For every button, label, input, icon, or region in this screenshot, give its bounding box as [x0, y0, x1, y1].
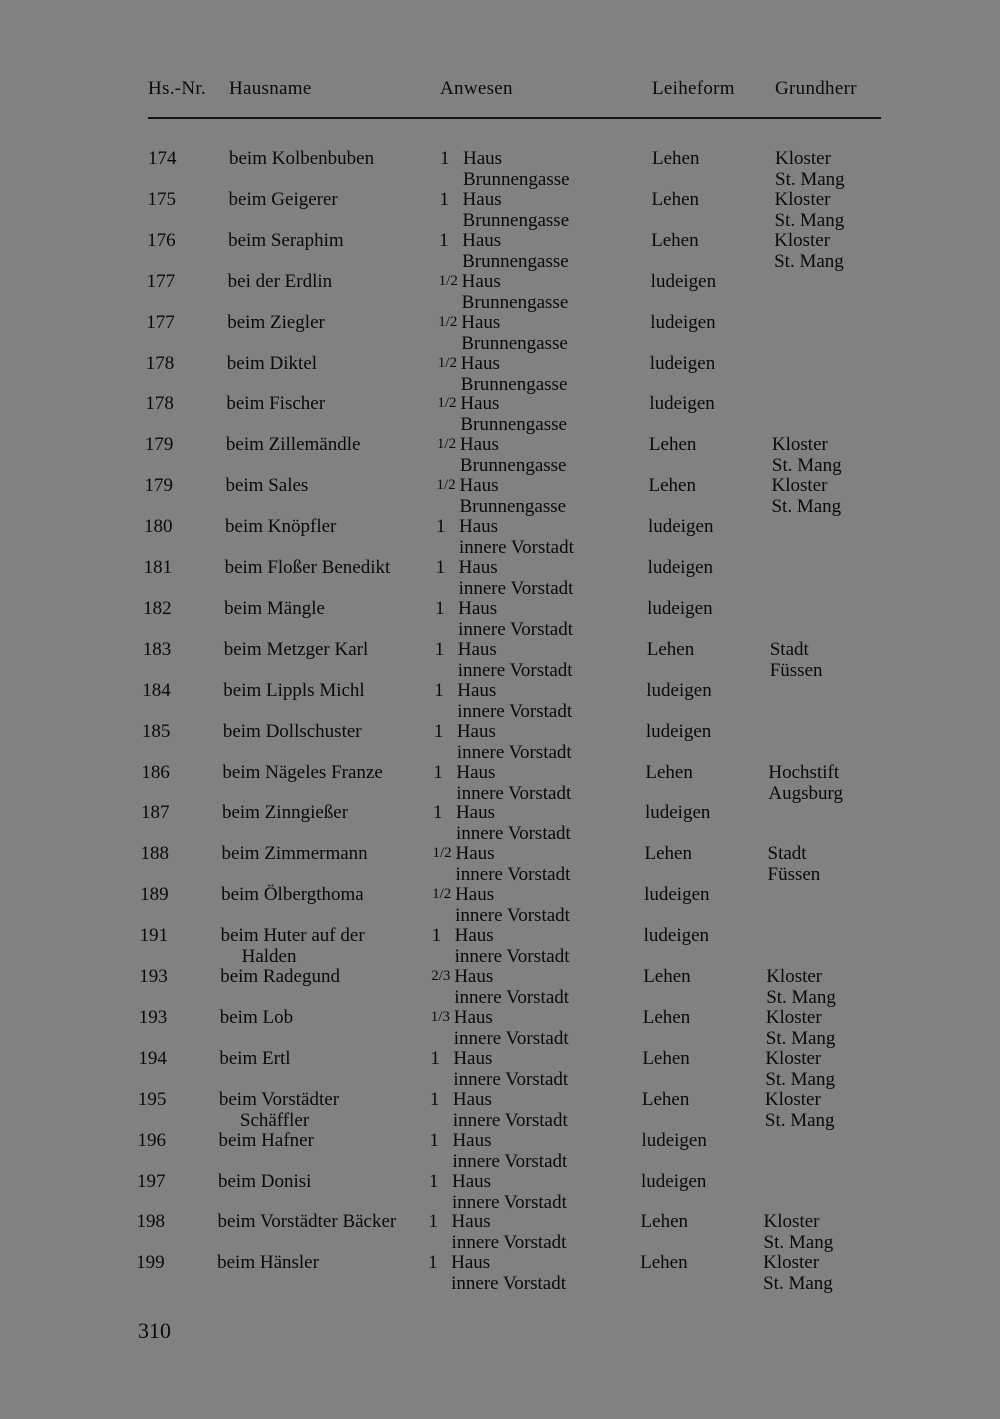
share-cell: 1 [428, 1252, 438, 1274]
house-name-cell: beim Radegund [220, 966, 340, 987]
house-number-cell: 197 [137, 1170, 166, 1192]
table-row [0, 639, 1000, 680]
street-cell: Brunnengasse [461, 332, 568, 354]
share-cell: 1/3 [430, 1008, 450, 1025]
table-row [0, 1007, 1000, 1048]
street-cell: innere Vorstadt [451, 1273, 566, 1295]
house-number-cell: 199 [136, 1252, 165, 1274]
house-name-cell: beim Lob [219, 1006, 294, 1028]
street-cell: innere Vorstadt [452, 1191, 567, 1213]
property-type-cell: Haus [461, 311, 501, 333]
property-type-cell: Haus [451, 1211, 491, 1233]
page-number: 310 [138, 1318, 171, 1343]
house-name-cell: beim Geigerer [228, 188, 338, 210]
tenure-cell: ludeigen [643, 925, 710, 947]
landlord-cell: Kloster [774, 188, 831, 210]
house-name-cell: beim Mängle [224, 597, 325, 619]
tenure-cell: ludeigen [648, 516, 714, 538]
street-cell: innere Vorstadt [456, 741, 572, 763]
landlord-continuation-cell: St. Mang [771, 455, 842, 477]
landlord-continuation-cell: St. Mang [765, 1027, 836, 1049]
share-cell: 1/2 [437, 354, 457, 371]
property-type-cell: Haus [455, 843, 495, 865]
tenure-cell: ludeigen [645, 720, 712, 742]
street-cell: innere Vorstadt [456, 782, 572, 804]
share-cell: 1/2 [432, 845, 452, 862]
tenure-cell: ludeigen [641, 1129, 707, 1151]
share-cell: 1/2 [436, 436, 457, 453]
tenure-cell: Lehen [648, 434, 697, 456]
property-type-cell: Haus [459, 516, 499, 538]
table-row [0, 1171, 1000, 1212]
house-name-cell: beim Seraphim [228, 229, 344, 251]
house-name-cell: beim Zillemändle [225, 434, 361, 456]
property-type-cell: Haus [462, 229, 502, 251]
table-row [0, 1130, 1000, 1171]
tenure-cell: Lehen [640, 1252, 688, 1274]
tenure-cell: ludeigen [649, 393, 715, 415]
tenure-cell: ludeigen [646, 679, 712, 701]
landlord-cell: Kloster [775, 148, 831, 169]
house-number-cell: 180 [144, 516, 173, 538]
share-cell: 2/3 [431, 968, 451, 984]
table-row [0, 312, 1000, 353]
property-type-cell: Haus [452, 1088, 492, 1110]
table-row [0, 762, 1000, 803]
house-name-cell: bei der Erdlin [227, 270, 333, 292]
street-cell: Brunnengasse [462, 250, 569, 272]
tenure-cell: ludeigen [649, 352, 716, 374]
house-number-cell: 177 [146, 270, 176, 292]
landlord-cell: Kloster [765, 1006, 822, 1028]
property-type-cell: Haus [455, 802, 496, 824]
house-name-cell: beim Ölbergthoma [221, 884, 364, 906]
tenure-cell: Lehen [651, 229, 699, 251]
house-name-cell: beim Vorstädter Bäcker [217, 1211, 397, 1233]
house-name-continuation-cell: Halden [241, 946, 297, 968]
house-number-cell: 184 [142, 679, 171, 701]
landlord-continuation-cell: St. Mang [774, 250, 844, 272]
house-number-cell: 187 [140, 802, 170, 824]
share-cell: 1 [433, 720, 444, 742]
property-type-cell: Haus [461, 270, 501, 292]
house-name-cell: beim Kolbenbuben [229, 148, 375, 169]
house-name-cell: beim Vorstädter [218, 1088, 340, 1110]
street-cell: innere Vorstadt [452, 1109, 568, 1131]
house-number-cell: 179 [144, 475, 173, 497]
table-row [0, 966, 1000, 1007]
landlord-cell: Kloster [771, 475, 828, 497]
house-name-cell: beim Diktel [226, 352, 318, 374]
tenure-cell: Lehen [648, 475, 696, 497]
share-cell: 1 [433, 761, 443, 783]
table-row [0, 353, 1000, 394]
house-number-cell: 198 [136, 1211, 166, 1233]
table-row [0, 557, 1000, 598]
property-type-cell: Haus [455, 884, 495, 906]
share-cell: 1 [431, 925, 442, 947]
table-row [0, 680, 1000, 721]
landlord-cell: Stadt [769, 638, 809, 660]
table-row [0, 189, 1000, 230]
table-row [0, 434, 1000, 475]
property-type-cell: Haus [462, 188, 502, 210]
house-number-cell: 193 [139, 966, 168, 987]
share-cell: 1/2 [436, 477, 456, 494]
table-row [0, 475, 1000, 516]
table-row [0, 1211, 1000, 1252]
tenure-cell: ludeigen [650, 311, 716, 333]
tenure-cell: Lehen [641, 1088, 690, 1110]
street-cell: innere Vorstadt [452, 1150, 568, 1172]
house-number-cell: 191 [139, 925, 169, 947]
house-name-cell: beim Hänsler [217, 1252, 319, 1274]
house-name-cell: beim Floßer Benedikt [224, 557, 391, 578]
landlord-continuation-cell: St. Mang [765, 1068, 835, 1090]
street-cell: innere Vorstadt [455, 823, 571, 845]
share-cell: 1 [435, 557, 446, 578]
landlord-cell: Kloster [763, 1252, 820, 1274]
table-row [0, 925, 1000, 966]
landlord-cell: Kloster [763, 1211, 820, 1233]
table-row [0, 721, 1000, 762]
property-type-cell: Haus [451, 1252, 491, 1274]
landlord-continuation-cell: St. Mang [771, 496, 842, 518]
street-cell: innere Vorstadt [455, 905, 570, 927]
tenure-cell: Lehen [642, 1047, 690, 1069]
house-name-cell: beim Metzger Karl [223, 638, 369, 660]
property-type-cell: Haus [463, 148, 503, 169]
header-house-name: Hausname [229, 78, 312, 99]
property-type-cell: Haus [459, 434, 499, 456]
property-type-cell: Haus [452, 1129, 492, 1151]
street-cell: innere Vorstadt [454, 946, 570, 968]
share-cell: 1/2 [438, 272, 458, 289]
property-type-cell: Haus [458, 597, 498, 619]
tenure-cell: Lehen [642, 1006, 691, 1028]
house-number-cell: 179 [144, 434, 174, 456]
street-cell: innere Vorstadt [459, 537, 574, 559]
street-cell: innere Vorstadt [457, 659, 573, 681]
house-number-cell: 174 [148, 148, 177, 169]
landlord-cell: Kloster [771, 434, 828, 456]
house-number-cell: 185 [141, 720, 171, 742]
house-name-cell: beim Hafner [218, 1129, 314, 1151]
landlord-cell: Kloster [764, 1088, 821, 1110]
house-number-cell: 175 [147, 188, 177, 210]
house-name-cell: beim Lippls Michl [223, 679, 365, 701]
street-cell: Brunnengasse [461, 291, 569, 313]
landlord-continuation-cell: St. Mang [763, 1232, 834, 1254]
property-type-cell: Haus [456, 720, 496, 742]
table-row [0, 843, 1000, 884]
landlord-continuation-cell: Augsburg [768, 782, 843, 804]
landlord-cell: Kloster [774, 229, 831, 251]
header-rule [148, 117, 881, 119]
street-cell: Brunnengasse [459, 455, 567, 477]
property-type-cell: Haus [453, 1047, 493, 1069]
share-cell: 1 [434, 679, 444, 701]
tenure-cell: ludeigen [650, 270, 717, 292]
street-cell: Brunnengasse [460, 414, 567, 436]
property-type-cell: Haus [458, 557, 498, 578]
table-row [0, 802, 1000, 843]
landlord-continuation-cell: Füssen [769, 659, 823, 681]
share-cell: 1 [434, 638, 445, 660]
property-type-cell: Haus [459, 475, 499, 497]
street-cell: Brunnengasse [460, 373, 568, 395]
tenure-cell: Lehen [644, 843, 692, 865]
house-name-continuation-cell: Schäffler [239, 1109, 310, 1131]
street-cell: innere Vorstadt [458, 618, 574, 640]
property-type-cell: Haus [460, 352, 500, 374]
share-cell: 1 [435, 597, 445, 619]
street-cell: Brunnengasse [463, 169, 570, 190]
property-type-cell: Haus [454, 925, 494, 947]
house-number-cell: 188 [140, 843, 170, 865]
house-name-cell: beim Donisi [218, 1170, 312, 1192]
tenure-cell: ludeigen [641, 1170, 707, 1192]
house-name-cell: beim Fischer [226, 393, 326, 415]
house-number-cell: 195 [137, 1088, 167, 1110]
house-number-cell: 189 [140, 884, 169, 906]
landlord-continuation-cell: St. Mang [775, 169, 845, 190]
tenure-cell: Lehen [651, 188, 700, 210]
tenure-cell: Lehen [652, 148, 700, 169]
tenure-cell: Lehen [643, 966, 691, 987]
house-name-cell: beim Ertl [219, 1047, 291, 1069]
street-cell: innere Vorstadt [451, 1232, 567, 1254]
tenure-cell: ludeigen [647, 557, 714, 578]
house-name-cell: beim Sales [225, 475, 309, 497]
header-tenure: Leiheform [652, 78, 735, 99]
table-row [0, 1048, 1000, 1089]
landlord-continuation-cell: St. Mang [766, 987, 836, 1008]
property-type-cell: Haus [457, 638, 497, 660]
header-house-number: Hs.-Nr. [148, 78, 207, 99]
share-cell: 1 [429, 1129, 439, 1151]
house-number-cell: 178 [145, 352, 175, 374]
header-property: Anwesen [440, 78, 513, 99]
landlord-cell: Kloster [765, 1047, 822, 1069]
house-name-cell: beim Zimmermann [221, 843, 368, 865]
tenure-cell: ludeigen [647, 597, 713, 619]
house-number-cell: 183 [142, 638, 172, 660]
house-number-cell: 182 [143, 597, 172, 619]
street-cell: Brunnengasse [459, 496, 567, 518]
street-cell: Brunnengasse [462, 209, 570, 231]
house-name-cell: beim Nägeles Franze [222, 761, 383, 783]
house-number-cell: 181 [143, 557, 173, 578]
tenure-cell: Lehen [645, 761, 693, 783]
house-number-cell: 177 [146, 311, 175, 333]
tenure-cell: Lehen [640, 1211, 689, 1233]
table-row [0, 1252, 1000, 1293]
landlord-cell: Stadt [767, 843, 807, 865]
share-cell: 1 [439, 188, 450, 210]
share-cell: 1 [440, 148, 450, 169]
header-landlord: Grundherr [775, 78, 857, 99]
landlord-continuation-cell: St. Mang [774, 209, 845, 231]
landlord-continuation-cell: Füssen [767, 864, 821, 886]
house-name-cell: beim Dollschuster [222, 720, 362, 742]
street-cell: innere Vorstadt [454, 987, 570, 1008]
table-row [0, 884, 1000, 925]
share-cell: 1 [432, 802, 443, 824]
street-cell: innere Vorstadt [458, 578, 574, 599]
house-number-cell: 176 [147, 229, 176, 251]
share-cell: 1/2 [438, 313, 458, 330]
house-name-cell: beim Ziegler [227, 311, 325, 333]
property-type-cell: Haus [460, 393, 500, 415]
share-cell: 1 [436, 516, 446, 538]
share-cell: 1 [430, 1047, 440, 1069]
table-row [0, 393, 1000, 434]
table-row [0, 516, 1000, 557]
share-cell: 1/2 [437, 395, 457, 412]
house-number-cell: 193 [138, 1006, 168, 1028]
house-number-cell: 186 [141, 761, 170, 783]
tenure-cell: ludeigen [644, 884, 710, 906]
house-name-cell: beim Huter auf der [220, 925, 365, 947]
property-type-cell: Haus [453, 1006, 493, 1028]
landlord-continuation-cell: St. Mang [763, 1273, 833, 1295]
street-cell: innere Vorstadt [457, 700, 573, 722]
property-type-cell: Haus [454, 966, 494, 987]
table-row [0, 271, 1000, 312]
table-row [0, 148, 1000, 189]
street-cell: innere Vorstadt [455, 864, 571, 886]
property-type-cell: Haus [456, 761, 496, 783]
street-cell: innere Vorstadt [453, 1027, 569, 1049]
landlord-cell: Hochstift [768, 761, 840, 783]
share-cell: 1 [429, 1170, 439, 1192]
street-cell: innere Vorstadt [453, 1068, 569, 1090]
tenure-cell: ludeigen [644, 802, 711, 824]
landlord-continuation-cell: St. Mang [764, 1109, 835, 1131]
tenure-cell: Lehen [646, 638, 695, 660]
table-row [0, 1089, 1000, 1130]
property-type-cell: Haus [457, 679, 497, 701]
share-cell: 1 [439, 229, 449, 251]
share-cell: 1 [428, 1211, 439, 1233]
share-cell: 1/2 [432, 886, 452, 903]
table-row [0, 598, 1000, 639]
property-type-cell: Haus [452, 1170, 492, 1192]
house-number-cell: 194 [138, 1047, 167, 1069]
house-number-cell: 196 [137, 1129, 166, 1151]
share-cell: 1 [429, 1088, 440, 1110]
house-number-cell: 178 [145, 393, 174, 415]
house-name-cell: beim Zinngießer [221, 802, 349, 824]
landlord-cell: Kloster [766, 966, 823, 987]
table-row [0, 230, 1000, 271]
house-name-cell: beim Knöpfler [225, 516, 337, 538]
